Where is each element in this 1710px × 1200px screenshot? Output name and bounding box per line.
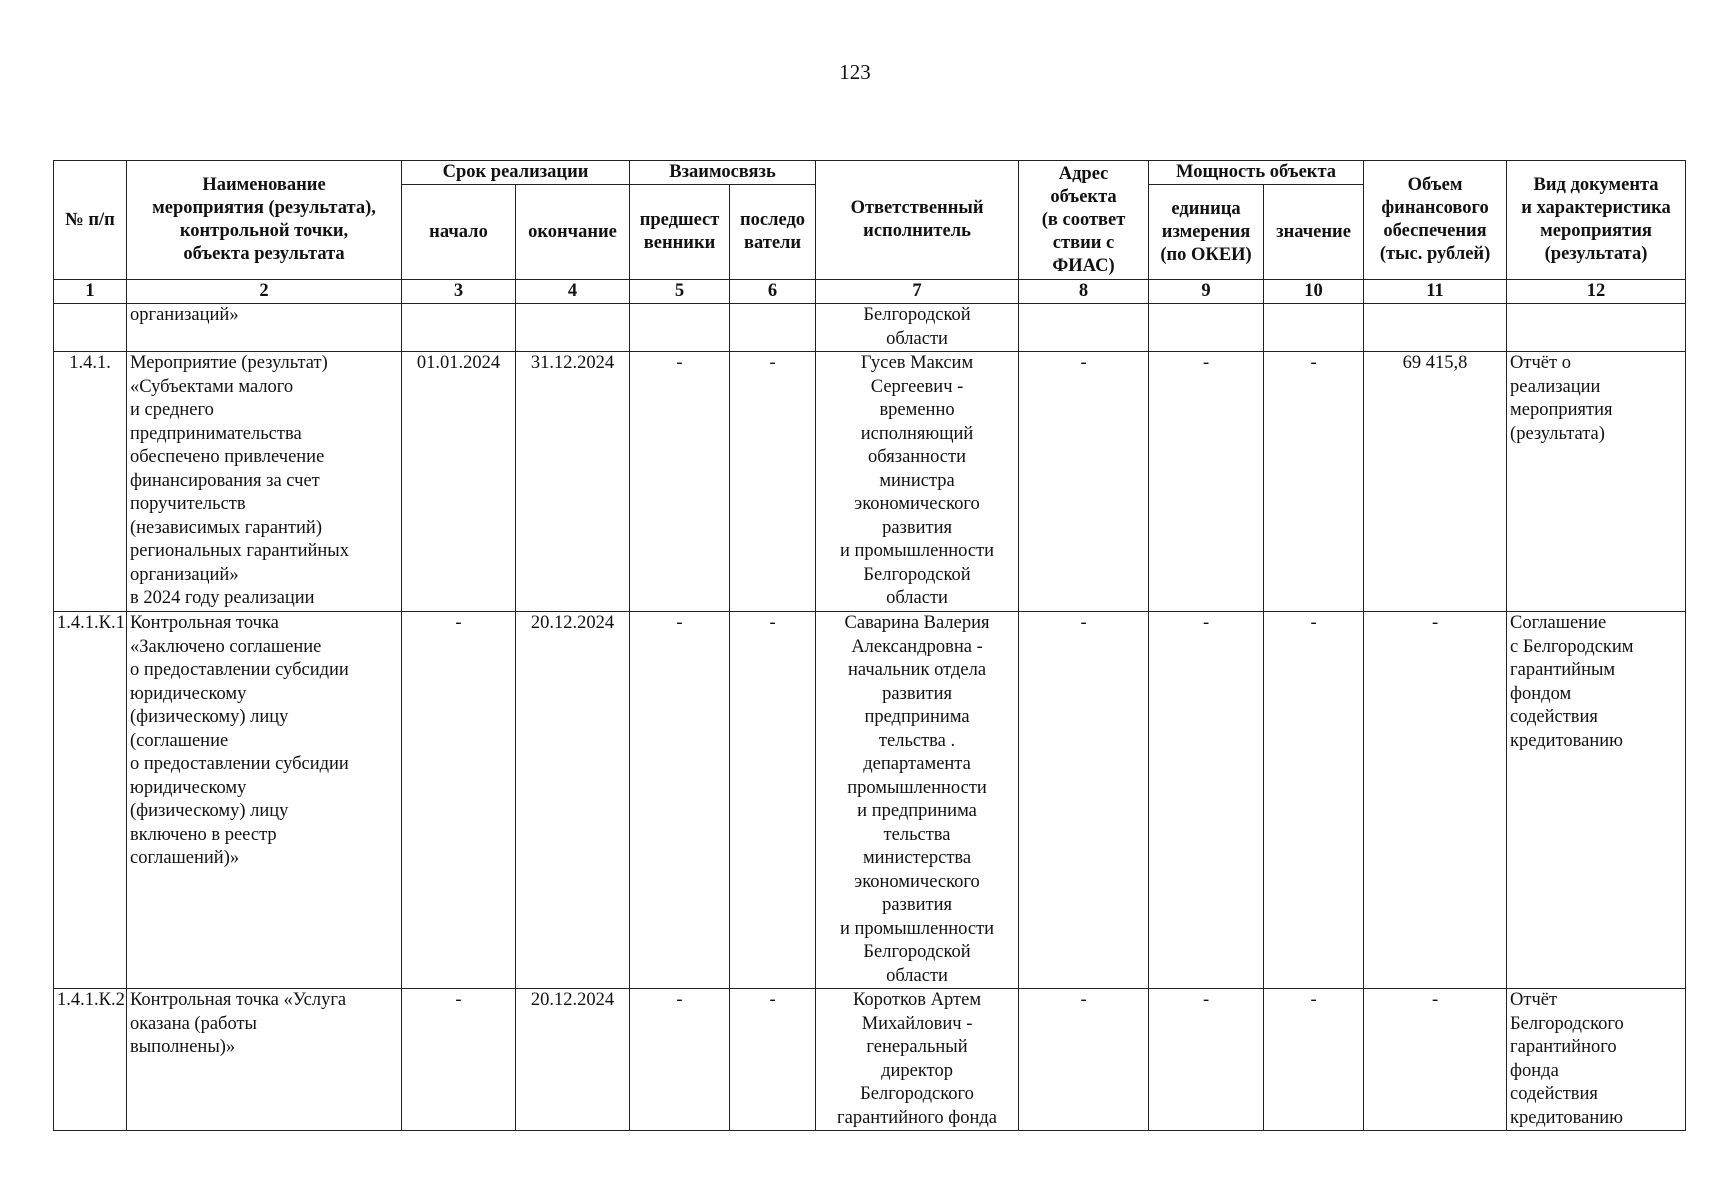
column-number: 4 [516,280,630,304]
cell-prev: - [630,989,730,1131]
header-period-end: окончание [516,185,630,280]
cell-finance: 69 415,8 [1364,352,1507,612]
header-links: Взаимосвязь [630,161,816,185]
header-doc: Вид документа и характеристика мероприятия (результата) [1507,161,1686,280]
cell-name: организаций» [127,304,402,352]
cell-executor: Гусев Максим Сергеевич - временно исполняющий обязанности министра экономического развития и промышленности Белгородской области [816,352,1019,612]
column-number: 7 [816,280,1019,304]
plan-table [53,160,1686,1131]
cell-unit: - [1149,989,1264,1131]
table-row-1-4-1 [54,352,1686,612]
cell-executor: Белгородской области [816,304,1019,352]
column-number: 9 [1149,280,1264,304]
cell-next: - [730,612,816,989]
page-number: 123 [839,60,871,84]
cell-executor: Саварина Валерия Александровна - начальник отдела развития предпринима тельства . департамента промышленности и предпринима тельства министерства экономического развития и промышленности Белгородской области [816,612,1019,989]
cell-start [402,304,516,352]
header-num: № п/п [54,161,127,280]
column-number: 12 [1507,280,1686,304]
cell-num: 1.4.1.К.2 [54,989,127,1131]
cell-value [1264,304,1364,352]
cell-end: 20.12.2024 [516,612,630,989]
header-finance: Объем финансового обеспечения (тыс. рублей) [1364,161,1507,280]
table-header [54,161,1686,304]
cell-next: - [730,989,816,1131]
column-number: 8 [1019,280,1149,304]
cell-finance: - [1364,612,1507,989]
column-number: 5 [630,280,730,304]
header-capacity: Мощность объекта [1149,161,1364,185]
header-links-next: последо ватели [730,185,816,280]
header-period-start: начало [402,185,516,280]
cell-unit: - [1149,352,1264,612]
table-row-1-4-1-k1 [54,612,1686,989]
column-number: 1 [54,280,127,304]
cell-value: - [1264,989,1364,1131]
header-period: Срок реализации [402,161,630,185]
cell-num [54,304,127,352]
cell-end: 31.12.2024 [516,352,630,612]
cell-address: - [1019,612,1149,989]
header-name: Наименование мероприятия (результата), контрольной точки, объекта результата [127,161,402,280]
column-number: 2 [127,280,402,304]
cell-doc: Соглашение с Белгородским гарантийным фондом содействия кредитованию [1507,612,1686,989]
cell-executor: Коротков Артем Михайлович - генеральный директор Белгородского гарантийного фонда [816,989,1019,1131]
cell-doc: Отчёт Белгородского гарантийного фонда содействия кредитованию [1507,989,1686,1131]
cell-start: - [402,612,516,989]
cell-unit [1149,304,1264,352]
cell-prev: - [630,352,730,612]
cell-address: - [1019,352,1149,612]
table-body [54,304,1686,1131]
cell-start: 01.01.2024 [402,352,516,612]
header-capacity-value: значение [1264,185,1364,280]
cell-address [1019,304,1149,352]
header-address: Адрес объекта (в соответ ствии с ФИАС) [1019,161,1149,280]
column-number-row [54,280,1686,304]
cell-end: 20.12.2024 [516,989,630,1131]
column-number: 3 [402,280,516,304]
cell-name: Контрольная точка «Услуга оказана (работы выполнены)» [127,989,402,1131]
cell-address: - [1019,989,1149,1131]
cell-next: - [730,352,816,612]
header-links-prev: предшест венники [630,185,730,280]
cell-end [516,304,630,352]
header-executor: Ответственный исполнитель [816,161,1019,280]
cell-next [730,304,816,352]
cell-finance [1364,304,1507,352]
cell-num: 1.4.1. [54,352,127,612]
cell-name: Мероприятие (результат) «Субъектами малого и среднего предпринимательства обеспечено привлечение финансирования за счет поручительств (независимых гарантий) региональных гарантийных организаций» в 2024 году реализации [127,352,402,612]
cell-value: - [1264,352,1364,612]
cell-finance: - [1364,989,1507,1131]
table-row-continuation [54,304,1686,352]
cell-name: Контрольная точка «Заключено соглашение о предоставлении субсидии юридическому (физическому) лицу (соглашение о предоставлении субсидии юридическому (физическому) лицу включено в реестр соглашений)» [127,612,402,989]
cell-num: 1.4.1.К.1 [54,612,127,989]
cell-start: - [402,989,516,1131]
cell-doc: Отчёт о реализации мероприятия (результата) [1507,352,1686,612]
cell-prev: - [630,612,730,989]
column-number: 10 [1264,280,1364,304]
cell-doc [1507,304,1686,352]
cell-value: - [1264,612,1364,989]
header-capacity-unit: единица измерения (по ОКЕИ) [1149,185,1264,280]
cell-unit: - [1149,612,1264,989]
column-number: 11 [1364,280,1507,304]
table-row-1-4-1-k2 [54,989,1686,1131]
cell-prev [630,304,730,352]
column-number: 6 [730,280,816,304]
